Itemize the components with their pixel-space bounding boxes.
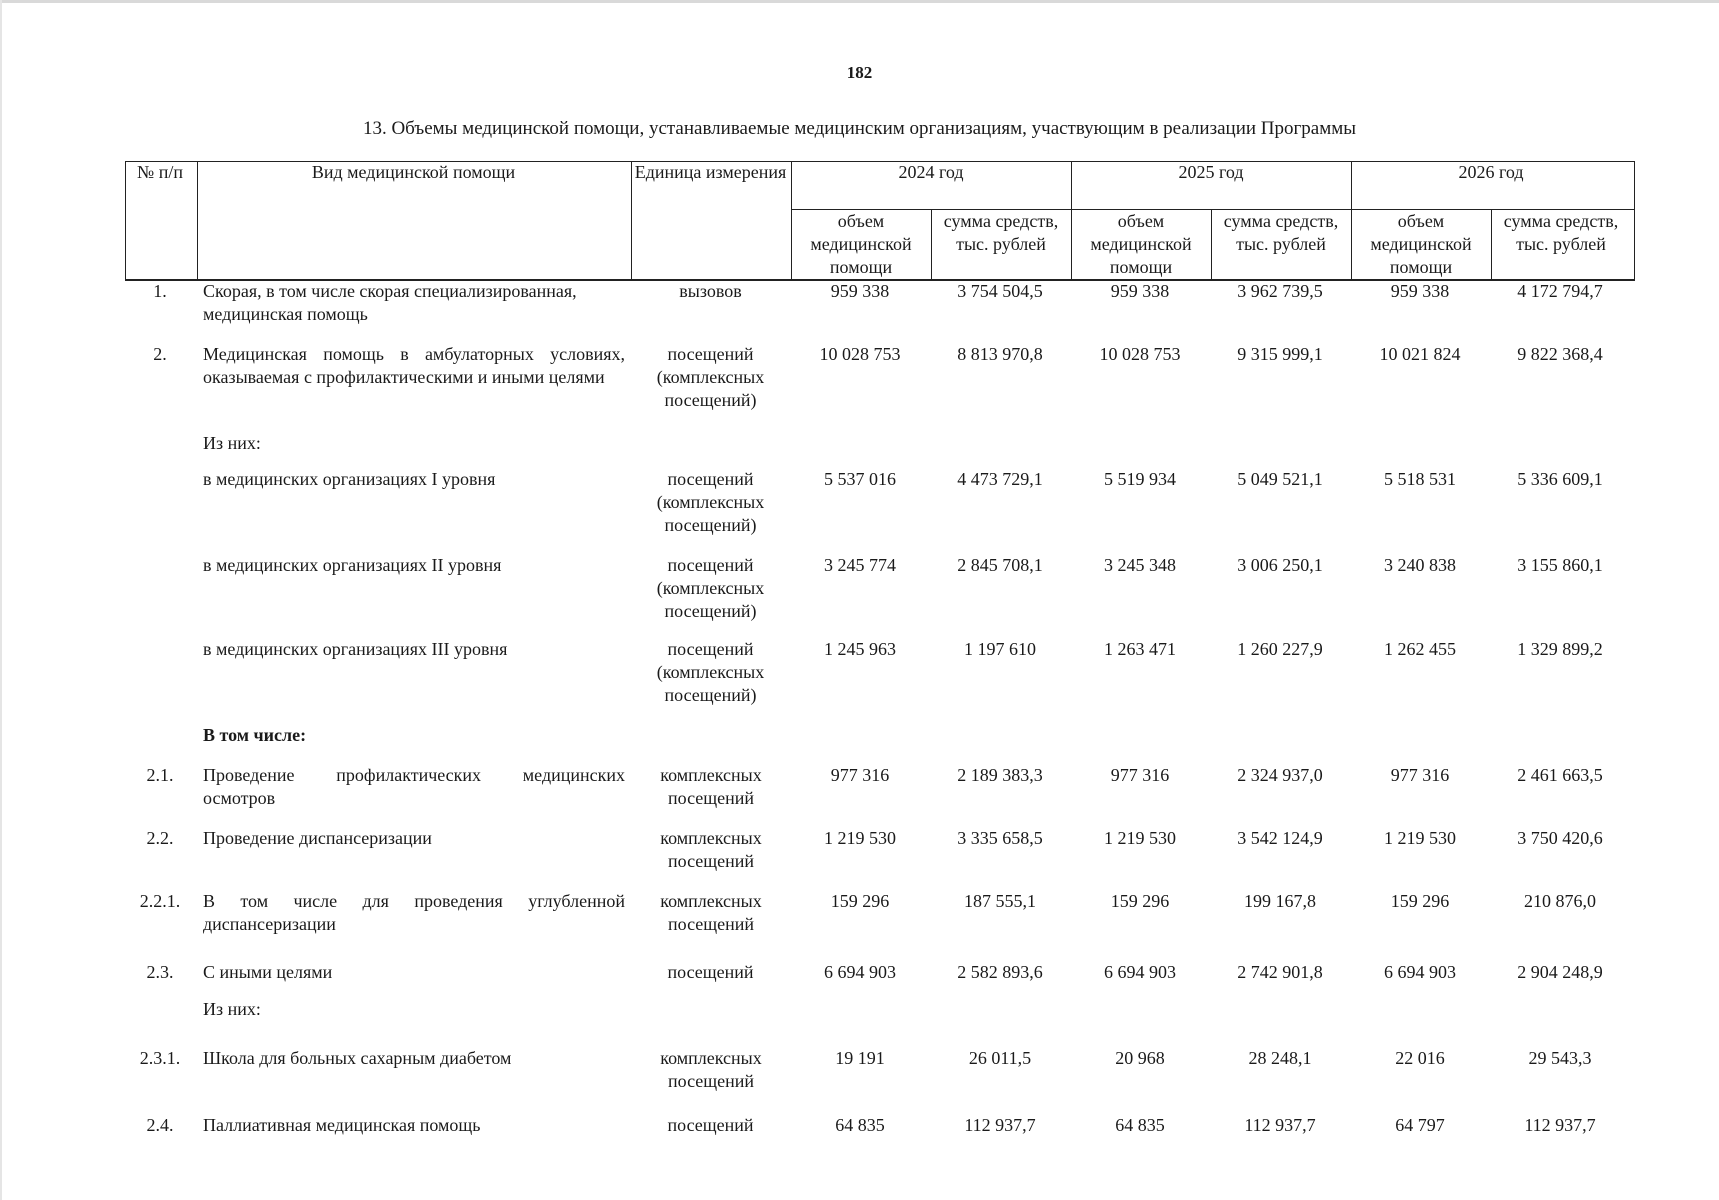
row-volume-2025: 3 245 348 — [1104, 555, 1176, 575]
row-sum-2026: 4 172 794,7 — [1517, 281, 1603, 301]
row-volume-2026: 1 219 530 — [1384, 828, 1456, 848]
row-volume-2025: 64 835 — [1115, 1115, 1165, 1135]
row-sum-2026: 112 937,7 — [1524, 1115, 1596, 1135]
row-sum-2025: 2 324 937,0 — [1237, 765, 1323, 785]
row-unit: вызовов — [679, 281, 742, 301]
row-volume-2026: 959 338 — [1390, 281, 1450, 301]
row-sum-2024: 187 555,1 — [964, 891, 1036, 911]
row-sum-2024: 2 845 708,1 — [957, 555, 1043, 575]
row-sum-2024: 1 197 610 — [964, 639, 1036, 659]
row-sum-2026: 210 876,0 — [1524, 891, 1596, 911]
row-unit: посещений (комплексных посещений) — [656, 555, 765, 621]
row-num: 2.2.1. — [139, 891, 181, 911]
row-unit: комплексных посещений — [660, 765, 762, 808]
row-sum-2025: 28 248,1 — [1248, 1048, 1312, 1068]
scan-left-edge — [0, 0, 2, 1200]
row-sum-2026: 3 750 420,6 — [1517, 828, 1603, 848]
row-unit: посещений (комплексных посещений) — [656, 639, 765, 705]
row-volume-2026: 159 296 — [1390, 891, 1450, 911]
row-sum-2024: 2 189 383,3 — [957, 765, 1043, 785]
header-kind: Вид медицинской помощи — [311, 162, 516, 182]
row-volume-2024: 6 694 903 — [824, 962, 896, 982]
row-volume-2026: 64 797 — [1395, 1115, 1445, 1135]
row-name: В том числе: — [203, 725, 307, 745]
row-num: 2.3. — [146, 962, 174, 982]
row-unit: посещений — [667, 1115, 754, 1135]
header-year-2024: 2024 год — [898, 162, 964, 182]
row-sum-2025: 3 542 124,9 — [1237, 828, 1323, 848]
row-name: в медицинских организациях I уровня — [203, 469, 496, 489]
header-sum-2026: сумма средств, тыс. рублей — [1503, 211, 1619, 254]
row-num: 1. — [153, 281, 167, 301]
row-sum-2024: 3 335 658,5 — [957, 828, 1043, 848]
row-sum-2026: 5 336 609,1 — [1517, 469, 1603, 489]
row-sum-2026: 2 461 663,5 — [1517, 765, 1603, 785]
row-volume-2025: 20 968 — [1115, 1048, 1165, 1068]
header-year-2026: 2026 год — [1458, 162, 1524, 182]
row-sum-2024: 3 754 504,5 — [957, 281, 1043, 301]
row-num: 2.4. — [146, 1115, 174, 1135]
row-volume-2026: 22 016 — [1395, 1048, 1445, 1068]
row-sum-2024: 112 937,7 — [964, 1115, 1036, 1135]
row-volume-2025: 1 263 471 — [1104, 639, 1176, 659]
row-unit: комплексных посещений — [660, 891, 762, 934]
table-header — [125, 161, 1635, 281]
header-volume-2024: объем медицинской помощи — [810, 211, 912, 277]
row-sum-2025: 112 937,7 — [1244, 1115, 1316, 1135]
row-name: Из них: — [203, 433, 261, 453]
row-sum-2026: 3 155 860,1 — [1517, 555, 1603, 575]
row-name: Медицинская помощь в амбулаторных условиях, оказываемая с профилактическими и иными целями — [203, 344, 625, 387]
header-unit: Единица измерения — [634, 162, 787, 182]
row-volume-2025: 10 028 753 — [1099, 344, 1181, 364]
row-volume-2024: 977 316 — [830, 765, 890, 785]
scan-top-edge — [0, 0, 1719, 3]
row-sum-2025: 5 049 521,1 — [1237, 469, 1323, 489]
row-unit: комплексных посещений — [660, 828, 762, 871]
row-sum-2024: 2 582 893,6 — [957, 962, 1043, 982]
row-sum-2024: 26 011,5 — [968, 1048, 1032, 1068]
header-sum-2024: сумма средств, тыс. рублей — [943, 211, 1059, 254]
row-volume-2025: 1 219 530 — [1104, 828, 1176, 848]
row-num: 2. — [153, 344, 167, 364]
row-volume-2025: 6 694 903 — [1104, 962, 1176, 982]
row-sum-2026: 9 822 368,4 — [1517, 344, 1603, 364]
row-name: в медицинских организациях II уровня — [203, 555, 502, 575]
row-volume-2024: 10 028 753 — [819, 344, 901, 364]
row-sum-2024: 8 813 970,8 — [957, 344, 1043, 364]
row-sum-2026: 2 904 248,9 — [1517, 962, 1603, 982]
row-volume-2025: 5 519 934 — [1104, 469, 1176, 489]
row-sum-2025: 3 006 250,1 — [1237, 555, 1323, 575]
row-name: Школа для больных сахарным диабетом — [203, 1048, 512, 1068]
row-volume-2024: 3 245 774 — [824, 555, 896, 575]
header-volume-2025: объем медицинской помощи — [1090, 211, 1192, 277]
header-year-2025: 2025 год — [1178, 162, 1244, 182]
row-volume-2025: 959 338 — [1110, 281, 1170, 301]
row-name: В том числе для проведения углубленной диспансеризации — [203, 891, 625, 934]
row-name: С иными целями — [203, 962, 333, 982]
page-number: 182 — [846, 63, 873, 82]
row-volume-2026: 5 518 531 — [1384, 469, 1456, 489]
row-unit: посещений (комплексных посещений) — [656, 469, 765, 535]
row-volume-2024: 159 296 — [830, 891, 890, 911]
row-sum-2024: 4 473 729,1 — [957, 469, 1043, 489]
row-sum-2025: 1 260 227,9 — [1237, 639, 1323, 659]
row-sum-2025: 3 962 739,5 — [1237, 281, 1323, 301]
row-unit: посещений (комплексных посещений) — [656, 344, 765, 410]
row-volume-2026: 1 262 455 — [1384, 639, 1456, 659]
row-volume-2025: 977 316 — [1110, 765, 1170, 785]
row-sum-2025: 2 742 901,8 — [1237, 962, 1323, 982]
row-volume-2026: 977 316 — [1390, 765, 1450, 785]
row-sum-2025: 9 315 999,1 — [1237, 344, 1323, 364]
row-name: Проведение профилактических медицинских осмотров — [203, 765, 625, 808]
row-name: в медицинских организациях III уровня — [203, 639, 508, 659]
header-sum-2025: сумма средств, тыс. рублей — [1223, 211, 1339, 254]
row-name: Скорая, в том числе скорая специализированная, медицинская помощь — [203, 281, 577, 324]
row-sum-2025: 199 167,8 — [1244, 891, 1316, 911]
row-name: Из них: — [203, 999, 261, 1019]
row-unit: посещений — [667, 962, 754, 982]
row-volume-2024: 959 338 — [830, 281, 890, 301]
row-volume-2025: 159 296 — [1110, 891, 1170, 911]
table-title: 13. Объемы медицинской помощи, устанавливаемые медицинским организациям, участвующим в реализации Программы — [362, 118, 1357, 139]
row-unit: комплексных посещений — [660, 1048, 762, 1091]
row-sum-2026: 29 543,3 — [1528, 1048, 1592, 1068]
row-volume-2026: 10 021 824 — [1379, 344, 1461, 364]
row-num: 2.2. — [146, 828, 174, 848]
row-volume-2024: 1 219 530 — [824, 828, 896, 848]
row-volume-2024: 64 835 — [835, 1115, 885, 1135]
row-sum-2026: 1 329 899,2 — [1517, 639, 1603, 659]
row-name: Паллиативная медицинская помощь — [203, 1115, 481, 1135]
row-name: Проведение диспансеризации — [203, 828, 432, 848]
row-volume-2024: 19 191 — [835, 1048, 885, 1068]
row-num: 2.3.1. — [139, 1048, 181, 1068]
header-num: № п/п — [137, 162, 183, 182]
row-volume-2024: 5 537 016 — [824, 469, 896, 489]
row-volume-2026: 6 694 903 — [1384, 962, 1456, 982]
row-volume-2026: 3 240 838 — [1384, 555, 1456, 575]
row-num: 2.1. — [146, 765, 174, 785]
row-volume-2024: 1 245 963 — [824, 639, 896, 659]
header-vline — [1634, 161, 1635, 281]
header-volume-2026: объем медицинской помощи — [1370, 211, 1472, 277]
